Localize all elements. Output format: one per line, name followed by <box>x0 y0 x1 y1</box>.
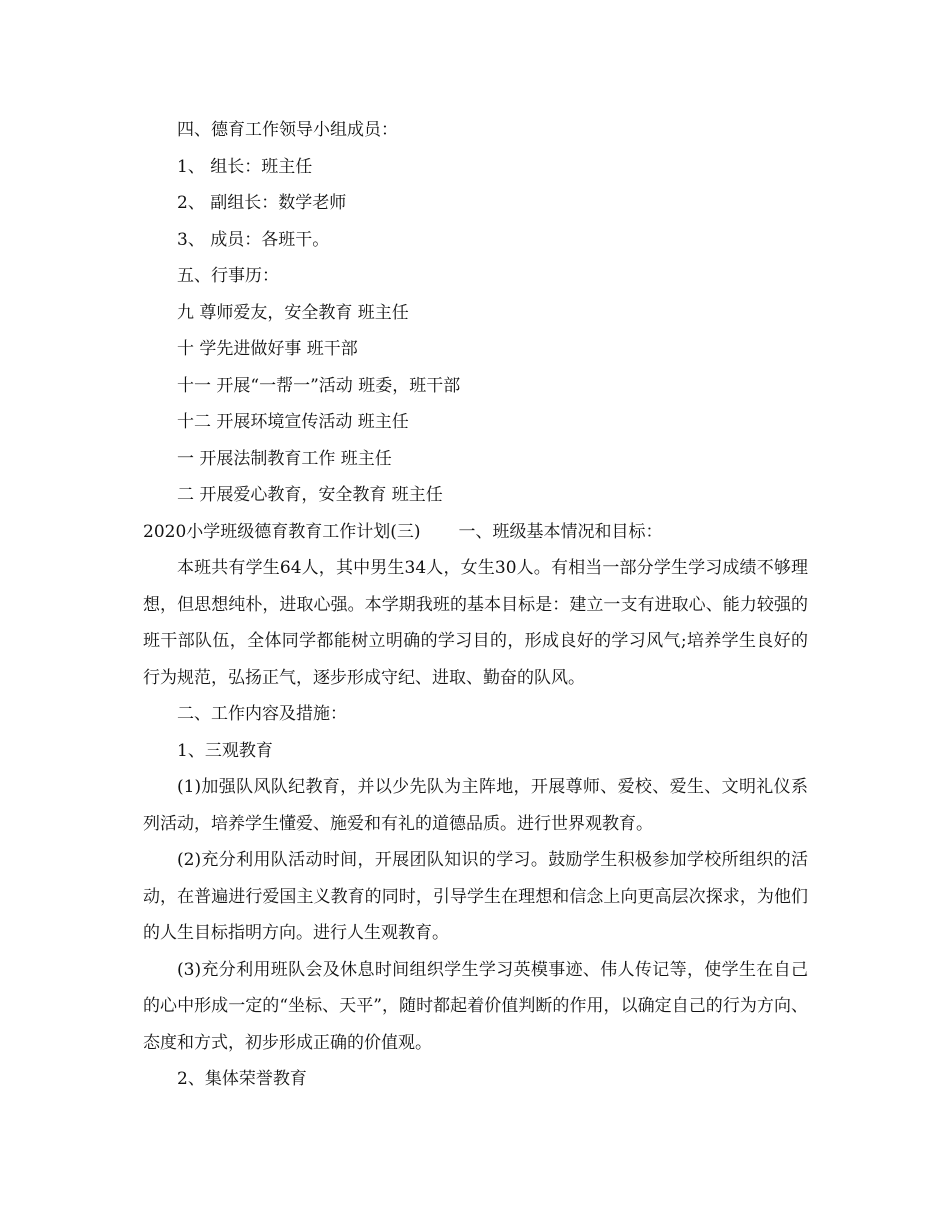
document-body <box>143 112 808 1098</box>
sub1-item-2: (2)充分利用队活动时间，开展团队知识的学习。鼓励学生积极参加学校所组织的活动，在普遍进行爱国主义教育的同时，引导学生在理想和信念上向更高层次探求，为他们的人生目标指明方向。进行人生观教育。 <box>143 850 808 943</box>
section1-body: 本班共有学生64人，其中男生34人，女生30人。有相当一部分学生学习成绩不够理想，但思想纯朴，进取心强。本学期我班的基本目标是：建立一支有进取心、能力较强的班干部队伍，全体同学都能树立明确的学习目的，形成良好的学习风气;培养学生良好的行为规范，弘扬正气，逐步形成守纪、进取、勤奋的队风。 <box>143 558 808 688</box>
leadership-member-staff: 3、 成员：各班干。 <box>177 229 330 250</box>
calendar-row: 十 学先进做好事 班干部 <box>177 339 358 359</box>
calendar-row: 十一 开展“一帮一”活动 班委，班干部 <box>177 375 461 396</box>
plan-title: 2020小学班级德育教育工作计划(三) <box>143 521 421 542</box>
section2-heading: 二、工作内容及措施： <box>177 704 347 724</box>
leadership-heading: 四、德育工作领导小组成员： <box>177 120 398 140</box>
sub1-item-3: (3)充分利用班队会及休息时间组织学生学习英模事迹、伟人传记等，使学生在自己的心中形成一定的“坐标、天平”，随时都起着价值判断的作用，以确定自己的行为方向、态度和方式，初步形成正确的价值观。 <box>143 959 808 1053</box>
sub2-heading: 2、集体荣誉教育 <box>177 1069 307 1089</box>
leadership-member-deputy: 2、 副组长：数学老师 <box>177 193 347 213</box>
calendar-row: 二 开展爱心教育，安全教育 班主任 <box>177 485 443 505</box>
calendar-row: 十二 开展环境宣传活动 班主任 <box>177 412 409 432</box>
leadership-member-leader: 1、 组长：班主任 <box>177 156 313 177</box>
sub1-item-1: (1)加强队风队纪教育，并以少先队为主阵地，开展尊师、爱校、爱生、文明礼仪系列活动，培养学生懂爱、施爱和有礼的道德品质。进行世界观教育。 <box>143 777 808 834</box>
sub1-heading: 1、三观教育 <box>177 740 273 761</box>
section1-heading: 一、班级基本情况和目标： <box>458 521 663 542</box>
plan-title-line <box>143 514 808 551</box>
calendar-heading: 五、行事历： <box>177 266 279 286</box>
calendar-row: 一 开展法制教育工作 班主任 <box>177 448 392 469</box>
calendar-row: 九 尊师爱友，安全教育 班主任 <box>177 302 409 323</box>
